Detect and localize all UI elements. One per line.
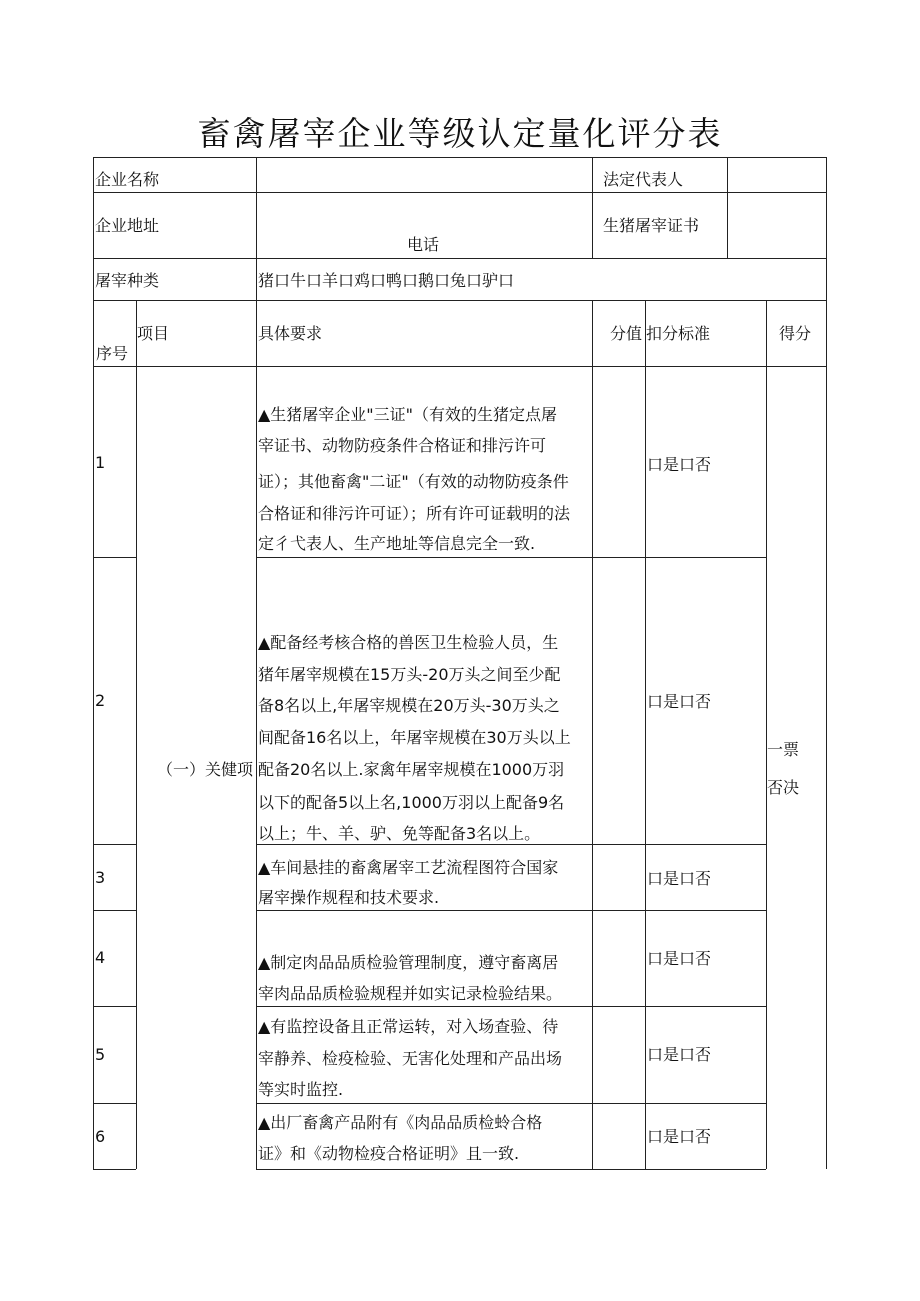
col-score-value-header: 分值	[610, 324, 643, 343]
table-rule	[256, 1169, 766, 1170]
company-name-label: 企业名称	[95, 170, 160, 189]
page-title: 畜禽屠宰企业等级认定量化评分表	[197, 114, 723, 153]
yes-no-checkbox[interactable]: 口是口否	[647, 692, 712, 711]
col-deduction-header: 扣分标准	[646, 324, 711, 343]
col-requirement-header: 具体要求	[258, 324, 323, 343]
requirement-line: 宰静养、检疫检验、无害化处理和产品出场	[258, 1049, 563, 1068]
row-number: 1	[95, 453, 106, 472]
table-rule	[592, 300, 593, 1169]
table-rule	[826, 157, 827, 1169]
table-rule	[256, 157, 257, 1169]
table-rule	[93, 910, 136, 911]
row-number: 6	[95, 1127, 106, 1146]
slaughter-type-label: 屠宰种类	[95, 271, 160, 290]
requirement-line: ▲配备经考核合格的兽医卫生检验人员，生	[258, 633, 559, 652]
row-number: 3	[95, 868, 106, 887]
slaughter-type-checkboxes[interactable]: 猪口牛口羊口鸡口鸭口鹅口兔口驴口	[258, 271, 515, 290]
table-rule	[93, 1103, 136, 1104]
company-address-label: 企业地址	[95, 216, 160, 235]
table-rule	[93, 258, 827, 259]
requirement-line: ▲有监控设备且正常运转，对入场查验、待	[258, 1017, 559, 1036]
row-number: 4	[95, 948, 106, 967]
requirement-line: 猪年屠宰规模在15万头-20万头之间至少配	[258, 665, 561, 684]
requirement-line: ▲生猪屠宰企业"三证"（有效的生猪定点屠	[258, 405, 558, 424]
phone-label: 电话	[407, 235, 440, 254]
requirement-line: 备8名以上,年屠宰规模在20万头-30万头之	[258, 696, 560, 715]
requirement-line: 定彳弋表人、生产地址等信息完全一致.	[258, 534, 536, 553]
requirement-line: ▲制定肉品品质检验管理制度，遵守畜离居	[258, 953, 559, 972]
requirement-line: ▲出厂畜禽产品附有《肉品品质检蛉合格	[258, 1113, 543, 1132]
category-label: （一）关健项	[157, 760, 254, 779]
requirement-line: 配备20名以上.家禽年屠宰规模在1000万羽	[258, 760, 565, 779]
table-rule	[93, 844, 136, 845]
requirement-line: 等实时监控.	[258, 1080, 344, 1099]
table-rule	[93, 1169, 136, 1170]
table-rule	[766, 300, 767, 1169]
yes-no-checkbox[interactable]: 口是口否	[647, 949, 712, 968]
requirement-line: 屠宰操作规程和技术要求.	[258, 888, 440, 907]
table-rule	[93, 1006, 136, 1007]
table-rule	[93, 192, 827, 193]
table-rule	[93, 366, 827, 367]
table-rule	[93, 157, 827, 158]
requirement-line: 间配备16名以上，年屠宰规模在30万头以上	[258, 728, 571, 747]
row-number: 5	[95, 1045, 106, 1064]
requirement-line: 宰肉品品质检验规程并如实记录检验结果。	[258, 984, 563, 1003]
table-rule	[645, 300, 646, 1169]
requirement-line: 证》和《动物检疫合格证明》且一致.	[258, 1144, 520, 1163]
table-rule	[93, 557, 136, 558]
yes-no-checkbox[interactable]: 口是口否	[647, 455, 712, 474]
yes-no-checkbox[interactable]: 口是口否	[647, 869, 712, 888]
row-number: 2	[95, 691, 106, 710]
requirement-line: 证）；其他畜禽"二证"（有效的动物防疫条件	[258, 472, 569, 491]
yes-no-checkbox[interactable]: 口是口否	[647, 1045, 712, 1064]
pig-cert-label: 生猪屠宰证书	[603, 216, 700, 235]
requirement-line: 以下的配备5以上名,1000万羽以上配备9名	[258, 793, 565, 812]
yes-no-checkbox[interactable]: 口是口否	[647, 1127, 712, 1146]
table-rule	[592, 157, 593, 258]
table-rule	[93, 300, 827, 301]
veto-line-1: 一票	[767, 740, 800, 759]
col-score-header: 得分	[779, 324, 812, 343]
table-rule	[93, 157, 94, 1169]
requirement-line: ▲车间悬挂的畜禽屠宰工艺流程图符合国家	[258, 858, 559, 877]
col-seq-header: 序号	[96, 344, 129, 363]
legal-rep-label: 法定代表人	[603, 170, 684, 189]
veto-line-2: 否决	[767, 778, 800, 797]
requirement-line: 宰证书、动物防疫条件合格证和排污许可	[258, 436, 547, 455]
requirement-line: 以上；牛、羊、驴、免等配备3名以上。	[258, 824, 541, 843]
requirement-line: 合格证和徘污许可证）；所有许可证载明的法	[258, 504, 571, 523]
table-rule	[136, 300, 137, 1169]
col-item-header: 项目	[137, 324, 170, 343]
table-rule	[727, 157, 728, 258]
